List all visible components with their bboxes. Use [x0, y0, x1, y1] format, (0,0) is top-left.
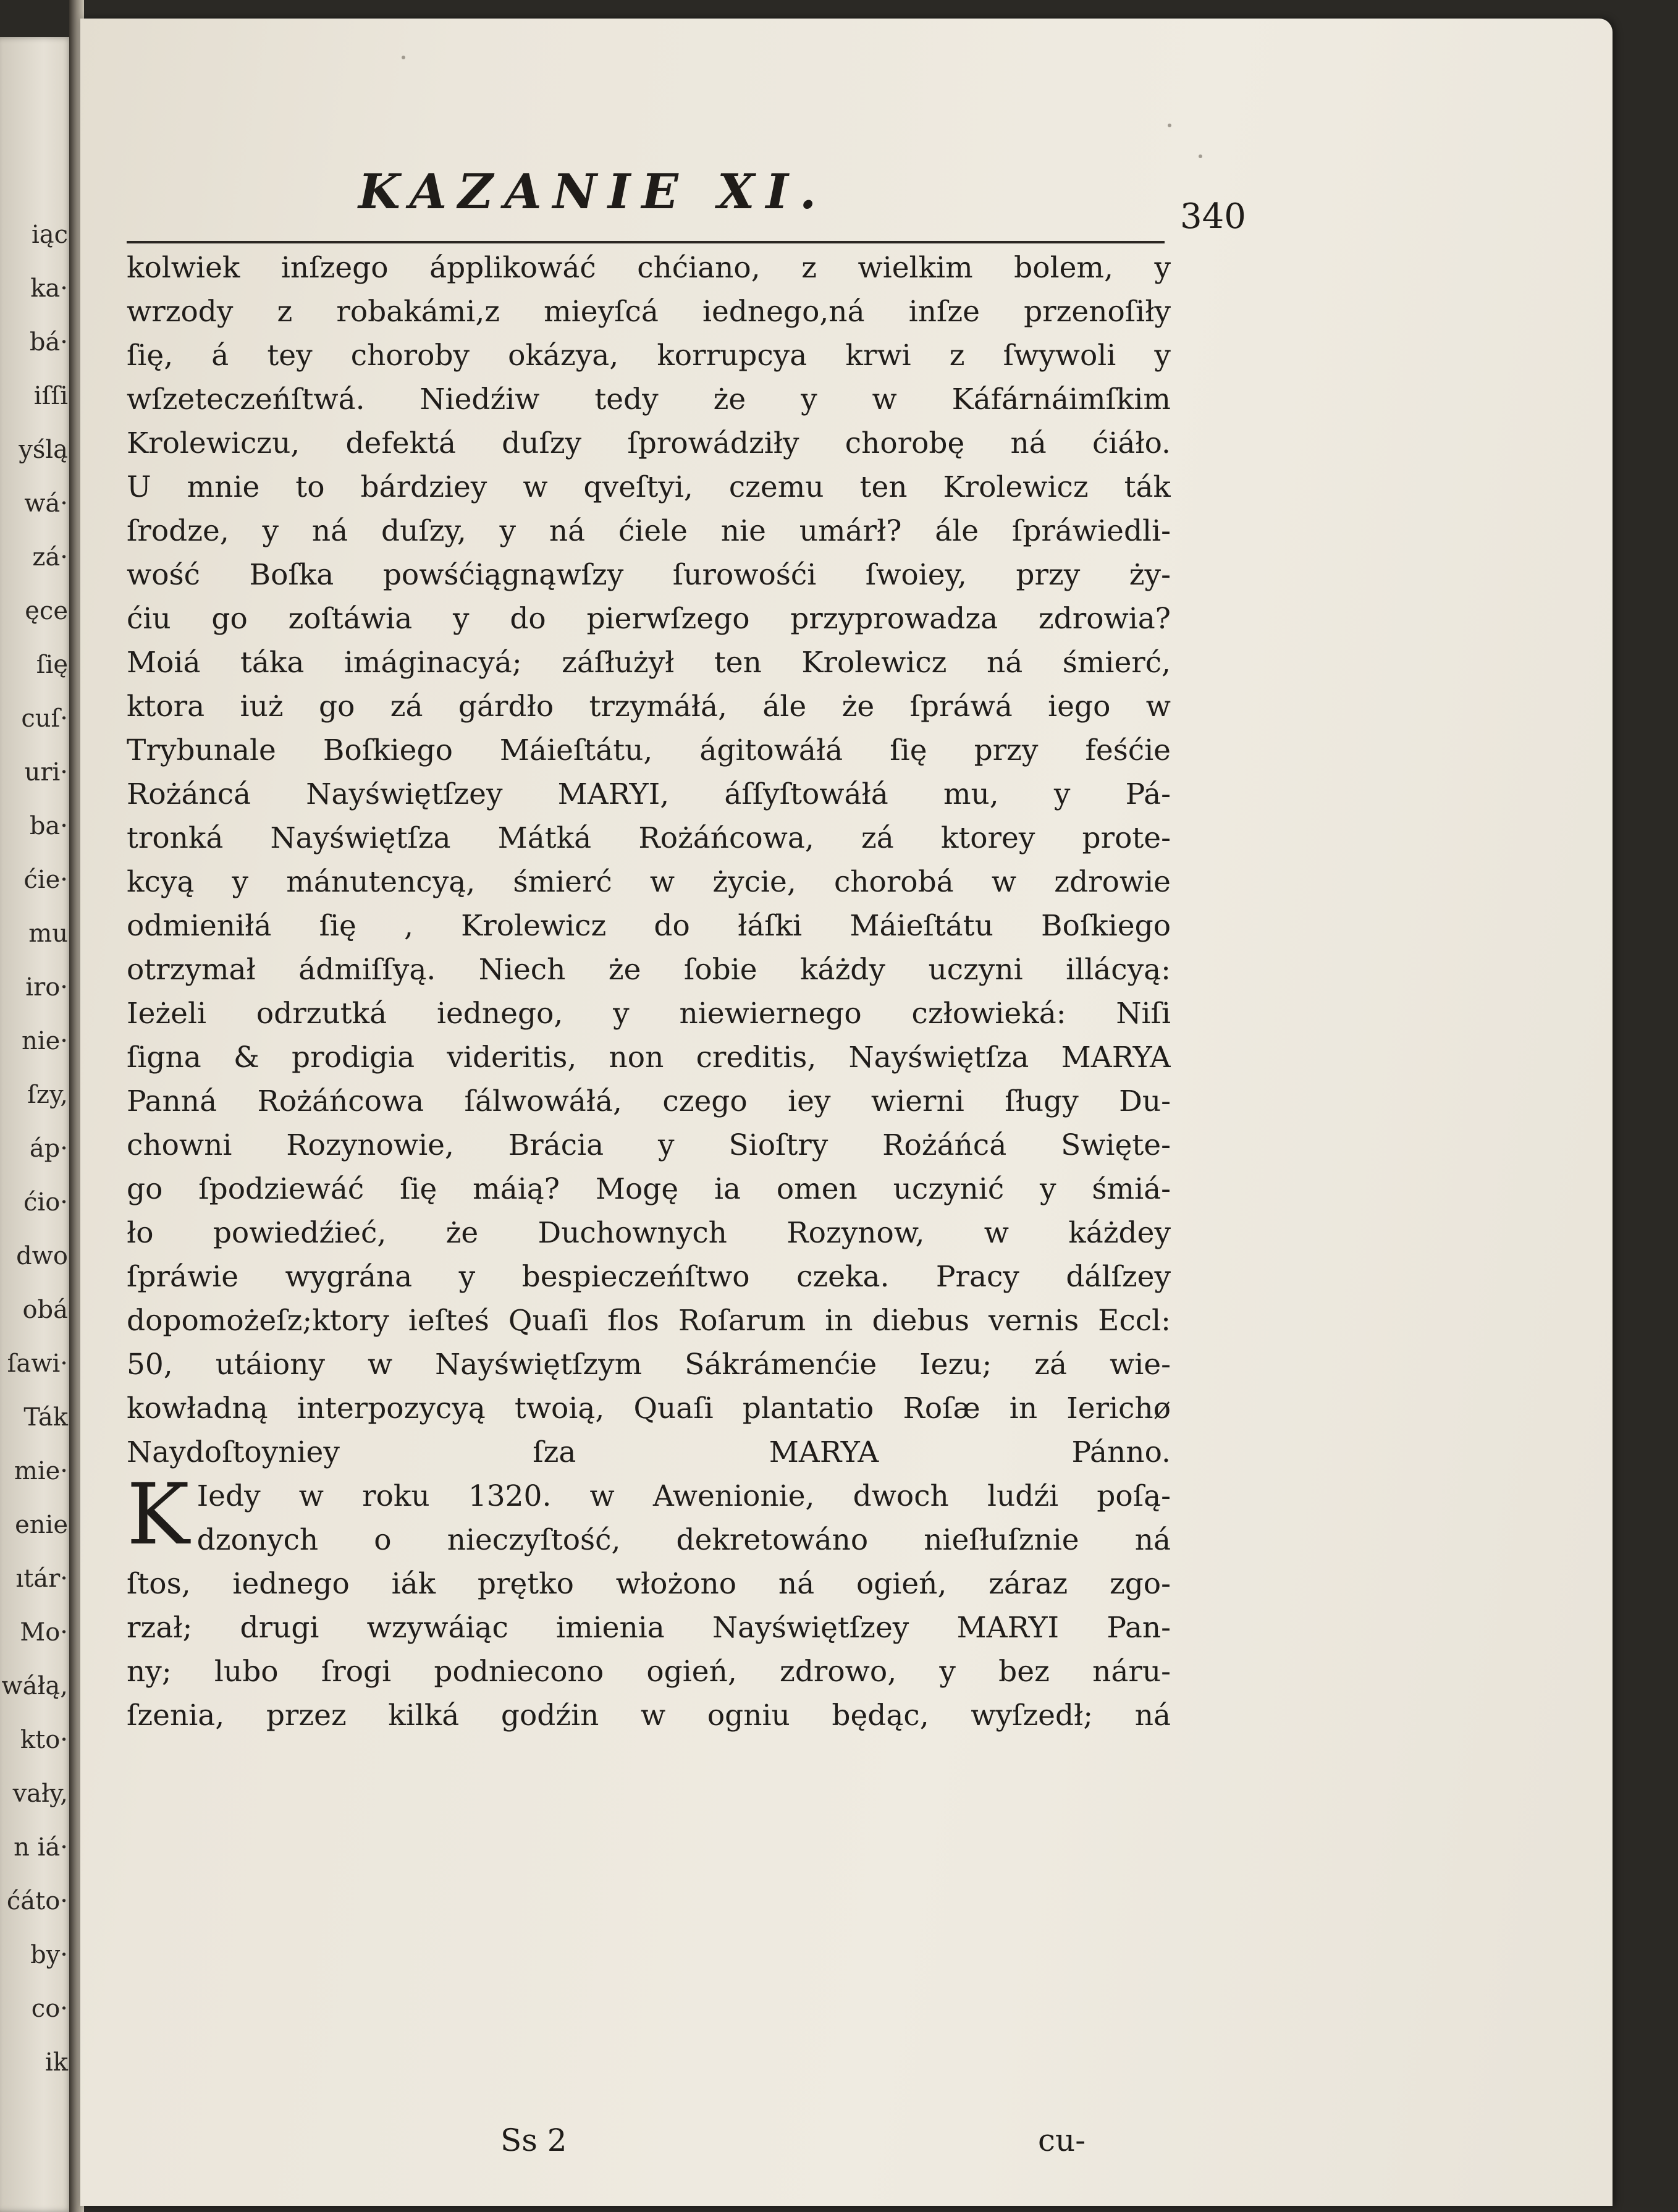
- previous-page-fragment: n iá·: [14, 1833, 68, 1862]
- previous-page-fragment: enie: [15, 1511, 68, 1539]
- text-line: wſzeteczeńſtwá. Niedźiw tedy że y w Káfárnáimſkim: [127, 382, 1171, 416]
- text-line: ſię, á tey choroby okázya, korrupcya krwi z ſwywoli y: [127, 339, 1171, 373]
- text-line: wrzody z robakámi,z mieyſcá iednego,ná inſze przenoſiły: [127, 295, 1171, 329]
- book-page: [80, 19, 1613, 2206]
- previous-page-fragment: uri·: [24, 758, 68, 787]
- text-line: kolwiek inſzego ápplikowáć chćiano, z wielkim bolem, y: [127, 251, 1171, 285]
- text-line: ſpráwie wygrána y bespieczeńſtwo czeka. Pracy dálſzey: [127, 1260, 1171, 1294]
- text-line: Iedy w roku 1320. w Awenionie, dwoch ludźi poſą-: [196, 1479, 1171, 1513]
- previous-page-fragment: Ták: [23, 1403, 68, 1432]
- text-line: Moiá táka imáginacyá; záſłużył ten Krolewicz ná śmierć,: [127, 646, 1171, 680]
- text-line: Rożáncá Nayświętſzey MARYI, áſſyſtowáłá mu, y Pá-: [127, 777, 1171, 811]
- paragraph-1: [127, 246, 1171, 1474]
- text-line: Krolewiczu, defektá duſzy ſprowádziły chorobę ná ćiáło.: [127, 426, 1171, 460]
- catchword: cu-: [1038, 2122, 1086, 2158]
- text-line: ſtos, iednego iák prętko włożono ná ogień, záraz zgo-: [127, 1567, 1171, 1601]
- text-line: Ieżeli odrzutká iednego, y niewiernego człowieká: Niſi: [127, 997, 1171, 1031]
- paper-speck: [1199, 154, 1202, 158]
- previous-page-fragment: ćie·: [23, 866, 68, 894]
- previous-page-edge: [0, 37, 73, 2212]
- previous-page-fragment: ſawi·: [7, 1349, 68, 1378]
- text-line: dopomożeſz;ktory ieſteś Quaſi flos Roſarum in diebus vernis Eccl:: [127, 1304, 1171, 1338]
- previous-page-fragment: kto·: [20, 1726, 68, 1754]
- signature-mark: Ss 2: [500, 2122, 567, 2158]
- previous-page-fragment: iſſi: [33, 382, 68, 410]
- previous-page-fragment: bá·: [29, 328, 68, 357]
- previous-page-fragment: áp·: [29, 1134, 68, 1163]
- text-line: dzonych o nieczyſtość, dekretowáno nieſłuſznie ná: [196, 1523, 1171, 1557]
- text-line: ćiu go zoſtáwia y do pierwſzego przyprowadza zdrowia?: [127, 602, 1171, 636]
- previous-page-fragment: ſzy,: [27, 1081, 68, 1109]
- previous-page-fragment: ęce: [25, 597, 68, 625]
- previous-page-fragment: yślą: [19, 436, 68, 464]
- text-line: ſrodze, y ná duſzy, y ná ćiele nie umárł? ále ſpráwiedli-: [127, 514, 1171, 548]
- previous-page-fragment: iąc: [31, 221, 68, 249]
- previous-page-fragment: wáłą,: [1, 1672, 68, 1700]
- paper-speck: [1168, 124, 1171, 127]
- text-line: chowni Rozynowie, Brácia y Sioſtry Rożáńcá Swięte-: [127, 1128, 1171, 1162]
- text-line: ſzenia, przez kilká godźin w ogniu będąc, wyſzedł; ná: [127, 1699, 1171, 1733]
- page-number: 340: [1180, 196, 1246, 237]
- previous-page-fragment: cuſ·: [21, 704, 68, 733]
- previous-page-fragment: dwo: [16, 1242, 68, 1270]
- previous-page-fragment: obá: [22, 1296, 68, 1324]
- previous-page-fragment: wá·: [24, 489, 68, 518]
- text-line: ło powiedźieć, że Duchownych Rozynow, w káżdey: [127, 1216, 1171, 1250]
- previous-page-fragment: ıtár·: [15, 1564, 68, 1593]
- previous-page-fragment: ſię: [36, 651, 68, 679]
- drop-initial: K: [127, 1466, 190, 1564]
- previous-page-fragment: zá·: [32, 543, 68, 572]
- text-line: kowładną interpozycyą twoią, Quaſi plantatio Roſæ in Ierichø: [127, 1391, 1171, 1425]
- text-line: U mnie to bárdziey w qveſtyi, czemu ten Krolewicz ták: [127, 470, 1171, 504]
- text-line: go ſpodziewáć ſię máią? Mogę ia omen uczynić y śmiá-: [127, 1172, 1171, 1206]
- previous-page-fragment: by·: [30, 1941, 68, 1969]
- previous-page-fragment: mu: [28, 919, 68, 948]
- text-line: ktora iuż go zá gárdło trzymáłá, ále że ſpráwá iego w: [127, 690, 1171, 724]
- text-line: wość Boſka powśćiągnąwſzy ſurowośći ſwoiey, przy ży-: [127, 558, 1171, 592]
- previous-page-fragment: ka·: [30, 274, 68, 303]
- previous-page-fragment: ba·: [29, 812, 68, 840]
- text-line: Panná Rożáńcowa ſálwowáłá, czego iey wierni ſługy Du-: [127, 1084, 1171, 1118]
- previous-page-fragment: ćio·: [23, 1188, 68, 1217]
- previous-page-fragment: ćáto·: [6, 1887, 68, 1915]
- previous-page-fragment: Mo·: [20, 1618, 68, 1647]
- text-line: 50, utáiony w Nayświętſzym Sákrámenćie Iezu; zá wie-: [127, 1348, 1171, 1382]
- paragraph-2: [127, 1466, 1171, 1737]
- text-line: ſigna & prodigia videritis, non creditis, Nayświętſza MARYA: [127, 1041, 1171, 1074]
- previous-page-fragment: nie·: [22, 1027, 68, 1055]
- header-rule: [127, 241, 1165, 243]
- text-line: rzał; drugi wzywáiąc imienia Nayświętſzey MARYI Pan-: [127, 1611, 1171, 1645]
- text-line: Naydoſtoyniey ſza MARYA Pánno.: [127, 1435, 1171, 1469]
- paper-speck: [402, 56, 405, 59]
- previous-page-fragment: co·: [31, 1995, 68, 2023]
- previous-page-fragment: mie·: [14, 1457, 68, 1485]
- body-text: [127, 246, 1171, 1737]
- text-line: ny; lubo ſrogi podniecono ogień, zdrowo, y bez náru-: [127, 1655, 1171, 1689]
- text-line: odmieniłá ſię , Krolewicz do łáſki Máieſtátu Boſkiego: [127, 909, 1171, 943]
- text-line: Trybunale Boſkiego Máieſtátu, ágitowáłá ſię przy feśćie: [127, 733, 1171, 767]
- text-line: kcyą y mánutencyą, śmierć w życie, chorobá w zdrowie: [127, 865, 1171, 899]
- running-head: KAZANIE XI.: [358, 164, 828, 220]
- text-line: otrzymał ádmiſſyą. Niech że ſobie káżdy uczyni illácyą:: [127, 953, 1171, 987]
- text-line: tronká Nayświętſza Mátká Rożáńcowa, zá ktorey prote-: [127, 821, 1171, 855]
- previous-page-fragment: iro·: [25, 973, 68, 1002]
- previous-page-fragment: ik: [44, 2048, 68, 2077]
- previous-page-fragment: vały,: [12, 1779, 68, 1808]
